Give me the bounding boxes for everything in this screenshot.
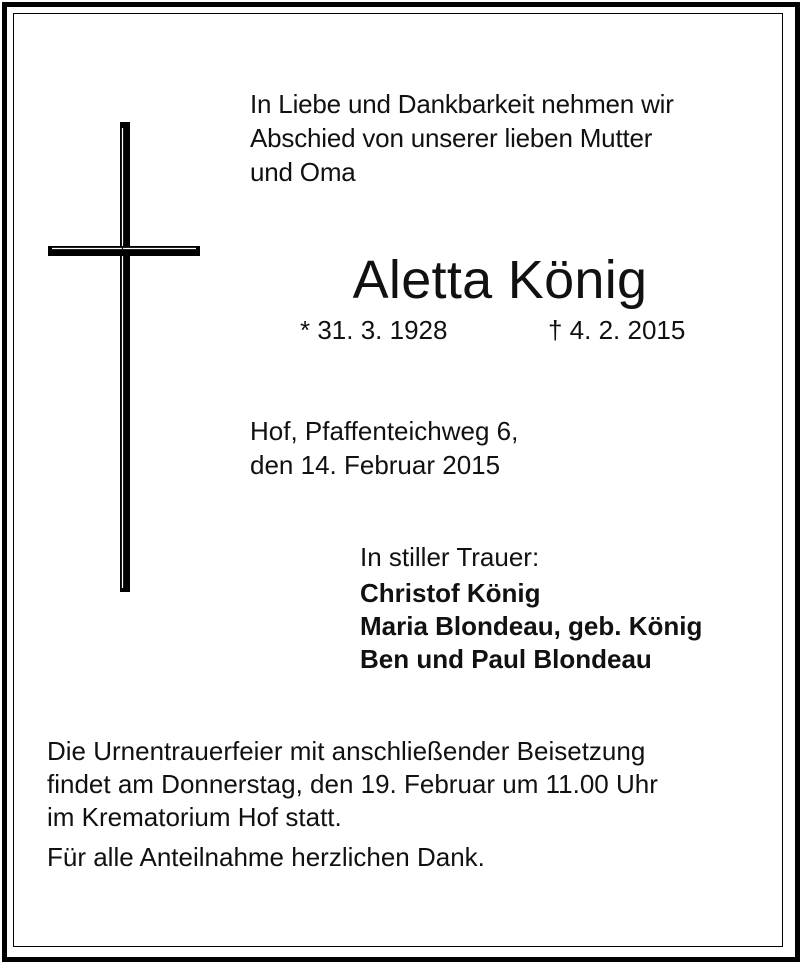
mourning-label: In stiller Trauer:	[360, 542, 540, 572]
intro-line: Abschied von unserer lieben Mutter	[250, 123, 653, 153]
date-line: den 14. Februar 2015	[250, 450, 501, 480]
mourners-list	[360, 577, 702, 676]
intro-line: In Liebe und Dankbarkeit nehmen wir	[250, 89, 674, 119]
thanks-line: Für alle Anteilnahme herzlichen Dank.	[47, 842, 485, 872]
deceased-name: Aletta König	[352, 250, 648, 310]
ceremony-notice	[47, 735, 658, 834]
mourner-name: Christof König	[360, 578, 541, 608]
mourner-name: Maria Blondeau, geb. König	[360, 611, 703, 641]
intro-line: und Oma	[250, 157, 356, 187]
place-line: Hof, Pfaffenteichweg 6,	[250, 416, 519, 446]
ceremony-line: findet am Donnerstag, den 19. Februar um 11.00 Uhr	[47, 769, 658, 799]
birth-date: * 31. 3. 1928	[300, 315, 448, 345]
cross-icon	[48, 122, 200, 592]
place-and-date	[250, 414, 518, 482]
ceremony-line: im Krematorium Hof statt.	[47, 802, 342, 832]
mourner-name: Ben und Paul Blondeau	[360, 644, 652, 674]
death-date: † 4. 2. 2015	[548, 315, 686, 345]
ceremony-line: Die Urnentrauerfeier mit anschließender Beisetzung	[47, 736, 646, 766]
intro-text	[250, 87, 674, 189]
